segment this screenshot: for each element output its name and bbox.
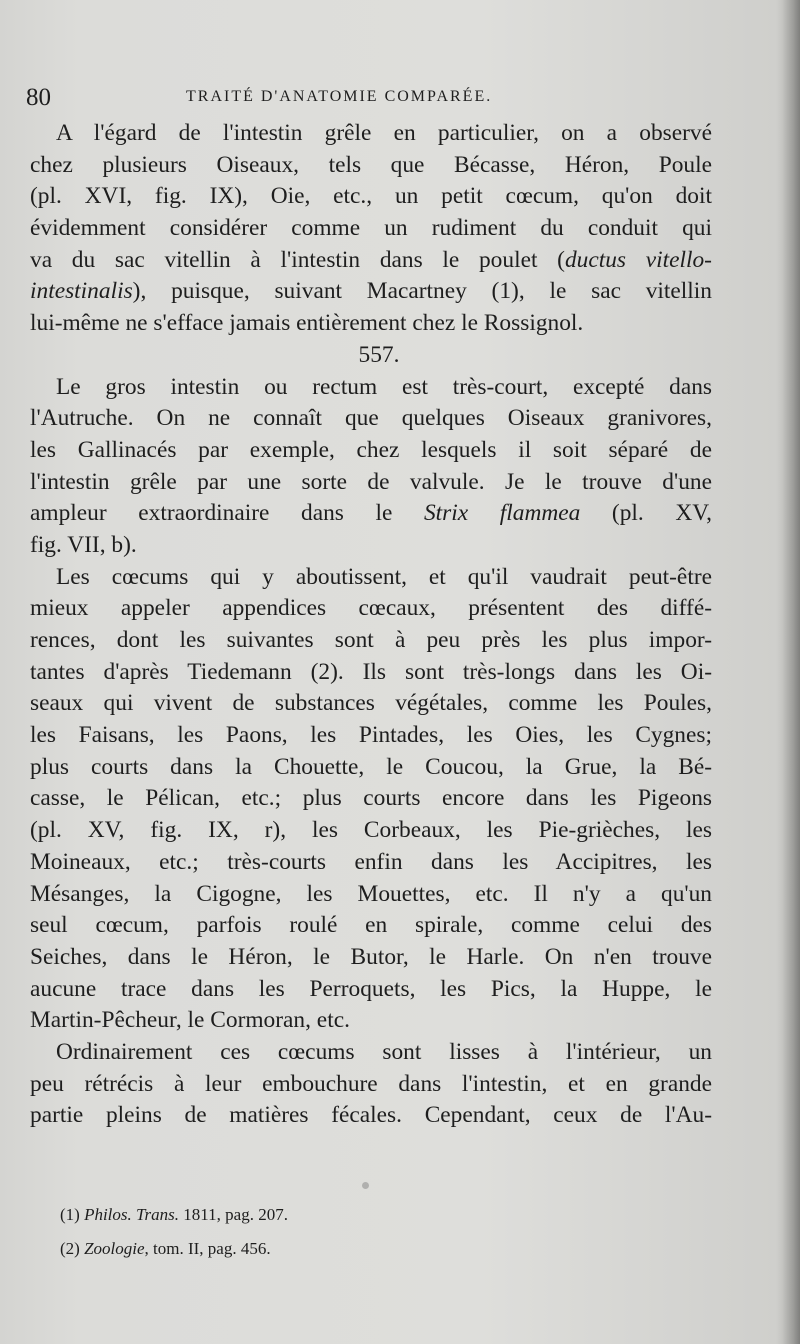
text-line: l'intestin grêle par une sorte de valvule. Je le trouve d'une — [30, 468, 712, 495]
page-header — [26, 84, 706, 116]
running-title: TRAITÉ D'ANATOMIE COMPARÉE. — [186, 88, 493, 105]
text-line: A l'égard de l'intestin grêle en particulier, on a observé — [56, 120, 712, 146]
footnote: (2) Zoologie, tom. II, pag. 456. — [60, 1239, 271, 1258]
text-line: Mésanges, la Cigogne, les Mouettes, etc. Il n'y a qu'un — [30, 880, 712, 907]
text-line: chez plusieurs Oiseaux, tels que Bécasse, Héron, Poule — [30, 151, 712, 178]
text-line: ampleur extraordinaire dans le Strix flammea (pl. XV, — [30, 500, 712, 527]
text-line: (pl. XVI, fig. IX), Oie, etc., un petit cœcum, qu'on doit — [30, 183, 712, 210]
text-line: les Gallinacés par exemple, chez lesquels il soit séparé de — [30, 436, 712, 463]
text-line: rences, dont les suivantes sont à peu près les plus impor- — [30, 627, 712, 653]
text-line: partie pleins de matières fécales. Cependant, ceux de l'Au- — [30, 1102, 712, 1129]
ink-speck — [362, 1182, 369, 1189]
footnote: (1) Philos. Trans. 1811, pag. 207. — [60, 1205, 288, 1224]
text-line: tantes d'après Tiedemann (2). Ils sont très-longs dans les Oi- — [30, 658, 712, 685]
text-line: Seiches, dans le Héron, le Butor, le Harle. On n'en trouve — [30, 943, 712, 970]
text-line: Le gros intestin ou rectum est très-court, excepté dans — [56, 373, 712, 400]
text-line: (pl. XV, fig. IX, r), les Corbeaux, les Pie-grièches, les — [30, 817, 712, 844]
text-line: fig. VII, b). — [30, 531, 137, 558]
text-line: aucune trace dans les Perroquets, les Pics, la Huppe, le — [30, 975, 712, 1002]
page-edge-shadow — [782, 0, 800, 1344]
text-line: mieux appeler appendices cœcaux, présentent des diffé- — [30, 595, 712, 622]
text-line: lui-même ne s'efface jamais entièrement chez le Rossignol. — [30, 310, 584, 337]
text-line: peu rétrécis à leur embouchure dans l'intestin, et en grande — [30, 1070, 712, 1097]
text-line: Martin-Pêcheur, le Cormoran, etc. — [30, 1007, 350, 1034]
text-line: intestinalis), puisque, suivant Macartney (1), le sac vitellin — [30, 278, 712, 305]
text-line: les Faisans, les Paons, les Pintades, les Oies, les Cygnes; — [30, 722, 712, 749]
section-number: 557. — [358, 341, 400, 368]
text-line: casse, le Pélican, etc.; plus courts encore dans les Pigeons — [30, 785, 712, 812]
text-line: seaux qui vivent de substances végétales, comme les Poules, — [30, 690, 712, 717]
text-line: évidemment considérer comme un rudiment du conduit qui — [30, 215, 712, 242]
main-text — [30, 118, 712, 1132]
text-line: Moineaux, etc.; très-courts enfin dans les Accipitres, les — [30, 848, 712, 875]
text-line: l'Autruche. On ne connaît que quelques Oiseaux granivores, — [30, 405, 712, 432]
text-line: plus courts dans la Chouette, le Coucou, la Grue, la Bé- — [30, 753, 712, 780]
page-number: 80 — [26, 84, 51, 111]
footnotes — [60, 1198, 700, 1266]
text-line: Ordinairement ces cœcums sont lisses à l'intérieur, un — [56, 1038, 712, 1065]
text-line: Les cœcums qui y aboutissent, et qu'il vaudrait peut-être — [56, 563, 712, 590]
text-line: va du sac vitellin à l'intestin dans le poulet (ductus vitello- — [30, 246, 712, 273]
text-line: seul cœcum, parfois roulé en spirale, comme celui des — [30, 912, 712, 939]
